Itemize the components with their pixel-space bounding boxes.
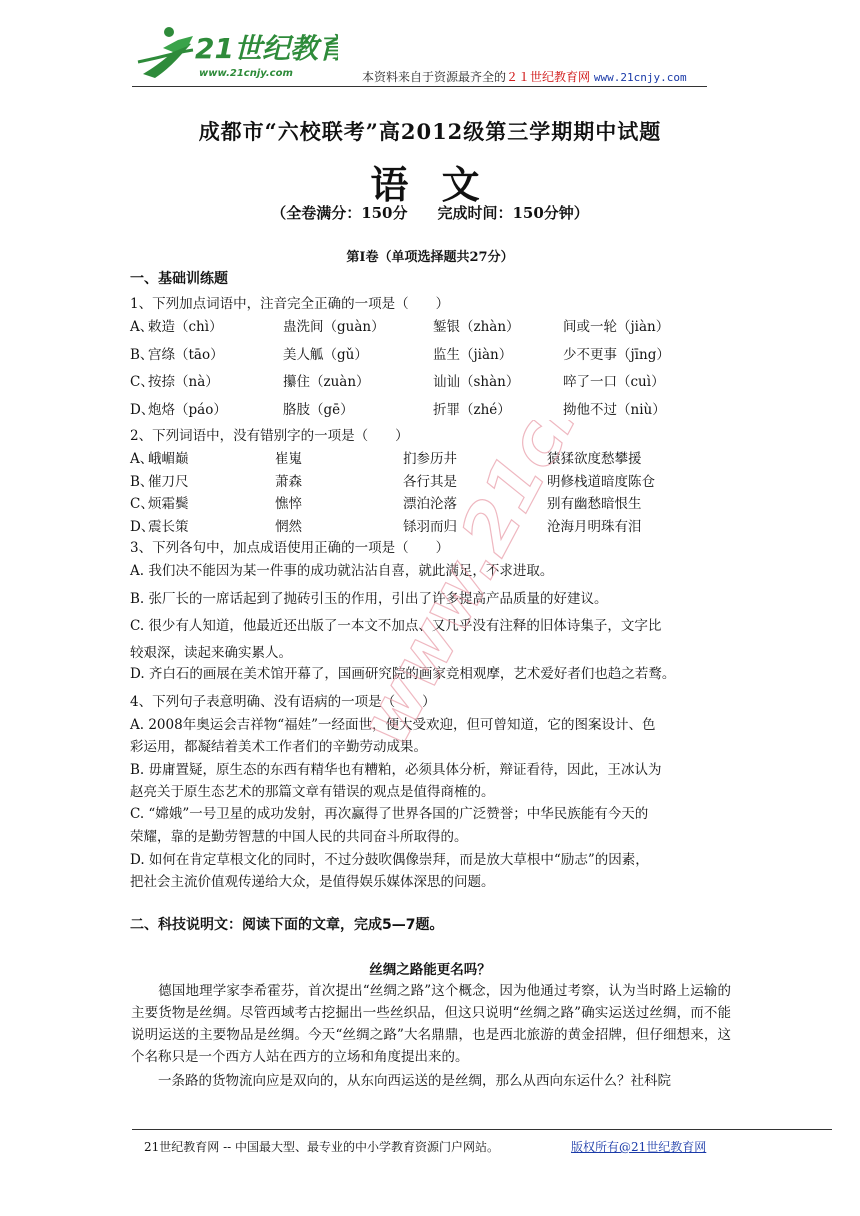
part-title: 一、基础训练题 [130, 271, 228, 287]
option-item: 各行其是 [403, 474, 457, 490]
option-label: B、 [130, 474, 154, 490]
option-item: 按捺（nà） [148, 374, 219, 390]
option-text: 荣耀，靠的是勤劳智慧的中国人民的共同奋斗所取得的。 [130, 829, 468, 845]
question-stem: 4、下列句子表意明确、没有语病的一项是（ ） [130, 694, 436, 710]
option-item: 峨嵋巅 [148, 451, 189, 467]
option-item: 啐了一口（cuì） [563, 374, 665, 390]
option-label: C、 [130, 496, 154, 512]
option-item: 别有幽愁暗恨生 [547, 496, 642, 512]
option-item: 震长策 [148, 519, 189, 535]
option-item: 崔嵬 [275, 451, 302, 467]
option-label: D、 [130, 519, 155, 535]
option-item: 漂泊沦落 [403, 496, 457, 512]
article-paragraph: 德国地理学家李希霍芬，首次提出“丝绸之路”这个概念，因为他通过考察，认为当时路上运输的主要货物是丝绸。尽管西域考古挖掘出一些丝织品，但这只说明“丝绸之路”确实运送过丝绸，而不能说明运送的主要物品是丝绸。今天“丝绸之路”大名鼎鼎，也是西北旅游的黄金招牌，但仔细想来，这个名称只是一个西方人站在西方的立场和角度提出来的。 [131, 983, 731, 1065]
option-label: D、 [130, 402, 155, 418]
option-item: 明修栈道暗度陈仓 [547, 474, 655, 490]
option-text: C. 很少有人知道，他最近还出版了一本文不加点、又几乎没有注释的旧体诗集子，文字比 [130, 618, 662, 634]
part-title: 二、科技说明文：阅读下面的文章，完成5—7题。 [130, 917, 444, 933]
option-item: 胳肢（gē） [283, 402, 354, 418]
exam-title: 成都市“六校联考”高2012级第三学期期中试题 [198, 119, 662, 144]
option-item: 催刀尺 [148, 474, 189, 490]
option-text: A. 我们决不能因为某一件事的成功就沾沾自喜，就此满足，不求进取。 [130, 563, 554, 579]
option-text: D. 齐白石的画展在美术馆开幕了，国画研究院的画家竞相观摩，艺术爱好者们也趋之若鹜。 [130, 666, 676, 682]
option-item: 宫绦（tāo） [148, 347, 224, 363]
option-item: 炮烙（páo） [148, 402, 227, 418]
footer-divider [132, 1129, 832, 1130]
site-logo [133, 22, 338, 84]
logo-url: www.21cnjy.com [199, 68, 293, 79]
svg-text:www.21cnjy.com: www.21cnjy.com [360, 420, 660, 758]
header-note [362, 68, 687, 85]
section-title: 第Ⅰ卷（单项选择题共27分） [346, 250, 514, 265]
option-text: A. 2008年奥运会吉祥物“福娃”一经面世，便大受欢迎，但可曾知道，它的图案设计、色 [130, 717, 656, 733]
option-item: 沧海月明珠有泪 [547, 519, 642, 535]
option-text: 较艰深，读起来确实累人。 [130, 645, 292, 661]
option-item: 烦霜鬓 [148, 496, 189, 512]
option-item: 萧森 [275, 474, 302, 490]
footer-copyright-link[interactable]: 版权所有@21世纪教育网 [571, 1140, 707, 1154]
option-text: 彩运用，都凝结着美术工作者们的辛勤劳动成果。 [130, 739, 427, 755]
option-item: 猿猱欲度愁攀援 [547, 451, 642, 467]
logo-text: 21世纪教育 [195, 32, 338, 65]
option-item: 间或一轮（jiàn） [563, 319, 670, 335]
option-item: 攥住（zuàn） [283, 374, 370, 390]
header-note-url[interactable]: www.21cnjy.com [593, 71, 687, 84]
option-item: 讪讪（shàn） [433, 374, 520, 390]
option-label: C、 [130, 374, 154, 390]
option-item: 錾银（zhàn） [433, 319, 520, 335]
option-item: 折罪（zhé） [433, 402, 511, 418]
question-stem: 2、下列词语中，没有错别字的一项是（ ） [130, 428, 409, 444]
header-note-prefix: 本资料来自于资源最齐全的 [362, 70, 507, 84]
option-item: 敕造（chì） [148, 319, 223, 335]
option-item: 监生（jiàn） [433, 347, 513, 363]
subject-title: 语 文 [370, 162, 490, 207]
option-text: 把社会主流价值观传递给大众，是值得娱乐媒体深思的问题。 [130, 874, 495, 890]
footer-text: 21世纪教育网 -- 中国最大型、最专业的中小学教育资源门户网站。 [144, 1140, 500, 1154]
option-item: 惘然 [275, 519, 302, 535]
option-label: B、 [130, 347, 154, 363]
article-title: 丝绸之路能更名吗？ [369, 962, 491, 978]
article-paragraph: 一条路的货物流向应是双向的，从东向西运送的是丝绸，那么从西向东运什么？社科院 [131, 1073, 671, 1089]
question-stem: 1、下列加点词语中，注音完全正确的一项是（ ） [130, 296, 450, 312]
option-text: B. 张厂长的一席话起到了抛砖引玉的作用，引出了许多提高产品质量的好建议。 [130, 591, 608, 607]
option-item: 蛊洗间（guàn） [283, 319, 385, 335]
option-item: 铩羽而归 [403, 519, 457, 535]
option-text: C. “嫦娥”一号卫星的成功发射，再次赢得了世界各国的广泛赞誉；中华民族能有今天的 [130, 806, 649, 822]
option-text: D. 如何在肯定草根文化的同时，不过分鼓吹偶像崇拜，而是放大草根中“励志”的因素， [130, 852, 649, 868]
header-divider [132, 86, 707, 87]
exam-info: （全卷满分：150分 完成时间：150分钟） [271, 204, 589, 222]
option-item: 扪参历井 [403, 451, 457, 467]
option-item: 拗他不过（niù） [563, 402, 666, 418]
header-note-highlight[interactable]: ２１世纪教育网 [506, 70, 591, 84]
option-text: 赵亮关于原生态艺术的那篇文章有错误的观点是值得商榷的。 [130, 784, 495, 800]
option-item: 美人觚（gǔ） [283, 347, 368, 363]
question-stem: 3、下列各句中，加点成语使用正确的一项是（ ） [130, 540, 450, 556]
option-label: A、 [130, 451, 154, 467]
option-item: 憔悴 [275, 496, 302, 512]
option-text: B. 毋庸置疑，原生态的东西有精华也有糟粕，必须具体分析，辩证看待，因此，王冰认为 [130, 762, 662, 778]
option-label: A、 [130, 319, 154, 335]
option-item: 少不更事（jīng） [563, 347, 670, 363]
